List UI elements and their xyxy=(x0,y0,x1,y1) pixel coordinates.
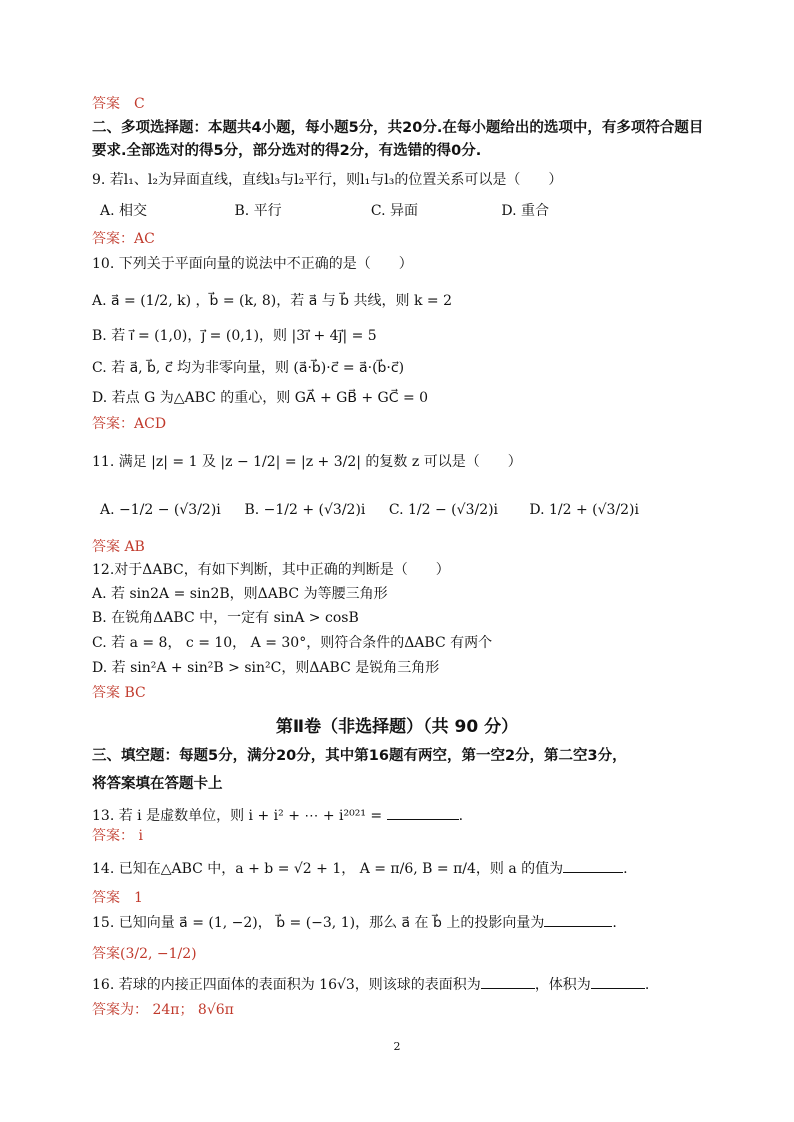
q9-option-c: C. 异面 xyxy=(370,203,419,219)
part-2-title: 第Ⅱ卷（非选择题）（共 90 分） xyxy=(275,717,519,737)
q12-option-d: D. 若 sin²A + sin²B > sin²C，则ΔABC 是锐角三角形 xyxy=(92,660,440,676)
answer-q10: 答案：ACD xyxy=(92,416,167,432)
question-10: 10. 下列关于平面向量的说法中不正确的是（ ） xyxy=(92,256,413,272)
question-12: 12.对于ΔABC，有如下判断，其中正确的判断是（ ） xyxy=(92,562,450,578)
q15-blank[interactable] xyxy=(544,912,612,927)
answer-q9: 答案：AC xyxy=(92,231,155,247)
q14-blank[interactable] xyxy=(563,858,623,873)
section2-heading-line1: 二、多项选择题：本题共4小题，每小题5分，共20分.在每小题给出的选项中，有多项符合题目 xyxy=(92,120,704,136)
q9-option-d: D. 重合 xyxy=(501,203,549,219)
q13-blank[interactable] xyxy=(387,805,459,820)
q9-option-b: B. 平行 xyxy=(234,203,282,219)
q16-mid-text: ，体积为 xyxy=(534,977,591,993)
q12-option-c: C. 若 a = 8， c = 10， A = 30°，则符合条件的ΔABC 有两个 xyxy=(92,635,493,651)
question-11-options xyxy=(100,502,639,518)
answer-q16: 答案为： 24π； 8√6π xyxy=(92,1002,234,1018)
q10-option-c: C. 若 a⃗, b⃗, c⃗ 均为非零向量，则 (a⃗·b⃗)·c⃗ = a⃗·(b⃗·c⃗) xyxy=(92,360,405,376)
q10-option-d: D. 若点 G 为△ABC 的重心，则 GA⃗ + GB⃗ + GC⃗ = 0 xyxy=(92,390,429,406)
q11-option-c: C. 1/2 − (√3/2)i xyxy=(388,502,499,518)
q14-text: 14. 已知在△ABC 中，a + b = √2 + 1， A = π/6, B = π/4，则 a 的值为 xyxy=(92,861,564,877)
q12-option-a: A. 若 sin2A = sin2B，则ΔABC 为等腰三角形 xyxy=(92,586,388,602)
question-11: 11. 满足 |z| = 1 及 |z − 1/2| = |z + 3/2| 的复数 z 可以是（ ） xyxy=(92,454,522,470)
section3-heading-line1: 三、填空题：每题5分，满分20分，其中第16题有两空，第一空2分，第二空3分， xyxy=(92,748,627,764)
question-13: 13. 若 i 是虚数单位，则 i + i² + ⋯ + i²⁰²¹ = . xyxy=(92,805,463,826)
q16-text: 16. 若球的内接正四面体的表面积为 16√3，则该球的表面积为 xyxy=(92,977,481,993)
q11-option-a: A. −1/2 − (√3/2)i xyxy=(100,502,221,518)
q10-option-a: A. a⃗ = (1/2, k) ，b⃗ = (k, 8)，若 a⃗ 与 b⃗ 共线，则 k = 2 xyxy=(92,293,452,309)
question-9-options xyxy=(100,200,549,220)
q15-text: 15. 已知向量 a⃗ = (1, −2)， b⃗ = (−3, 1)，那么 a⃗ 在 b⃗ 上的投影向量为 xyxy=(92,915,545,931)
answer-q8: 答案 C xyxy=(92,96,145,112)
q9-option-a: A. 相交 xyxy=(100,203,148,219)
q11-option-b: B. −1/2 + (√3/2)i xyxy=(244,502,366,518)
q16-blank-2[interactable] xyxy=(591,974,645,989)
q13-text: 13. 若 i 是虚数单位，则 i + i² + ⋯ + i²⁰²¹ = xyxy=(92,808,387,824)
answer-q13: 答案： i xyxy=(92,828,143,844)
q11-option-d: D. 1/2 + (√3/2)i xyxy=(529,502,640,518)
question-16: 16. 若球的内接正四面体的表面积为 16√3，则该球的表面积为 ，体积为 . xyxy=(92,974,649,995)
page-number: 2 xyxy=(393,1040,401,1053)
answer-q11: 答案 AB xyxy=(92,539,145,555)
question-9: 9. 若l₁、l₂为异面直线，直线l₃与l₂平行，则l₁与l₃的位置关系可以是（ ） xyxy=(92,172,563,188)
q16-blank-1[interactable] xyxy=(481,974,535,989)
answer-q15: 答案(3/2, −1/2) xyxy=(92,946,197,962)
section2-heading-line2: 要求.全部选对的得5分，部分选对的得2分，有选错的得0分. xyxy=(92,143,482,159)
question-14: 14. 已知在△ABC 中，a + b = √2 + 1， A = π/6, B = π/4，则 a 的值为 . xyxy=(92,858,628,879)
answer-q12: 答案 BC xyxy=(92,685,146,701)
section3-heading-line2: 将答案填在答题卡上 xyxy=(92,776,223,792)
answer-q14: 答案 1 xyxy=(92,890,143,906)
question-15: 15. 已知向量 a⃗ = (1, −2)， b⃗ = (−3, 1)，那么 a⃗ 在 b⃗ 上的投影向量为 . xyxy=(92,912,617,933)
q10-option-b: B. 若 i⃗ = (1,0)，j⃗ = (0,1)，则 |3i⃗ + 4j⃗| = 5 xyxy=(92,328,377,344)
q12-option-b: B. 在锐角ΔABC 中，一定有 sinA > cosB xyxy=(92,610,359,626)
